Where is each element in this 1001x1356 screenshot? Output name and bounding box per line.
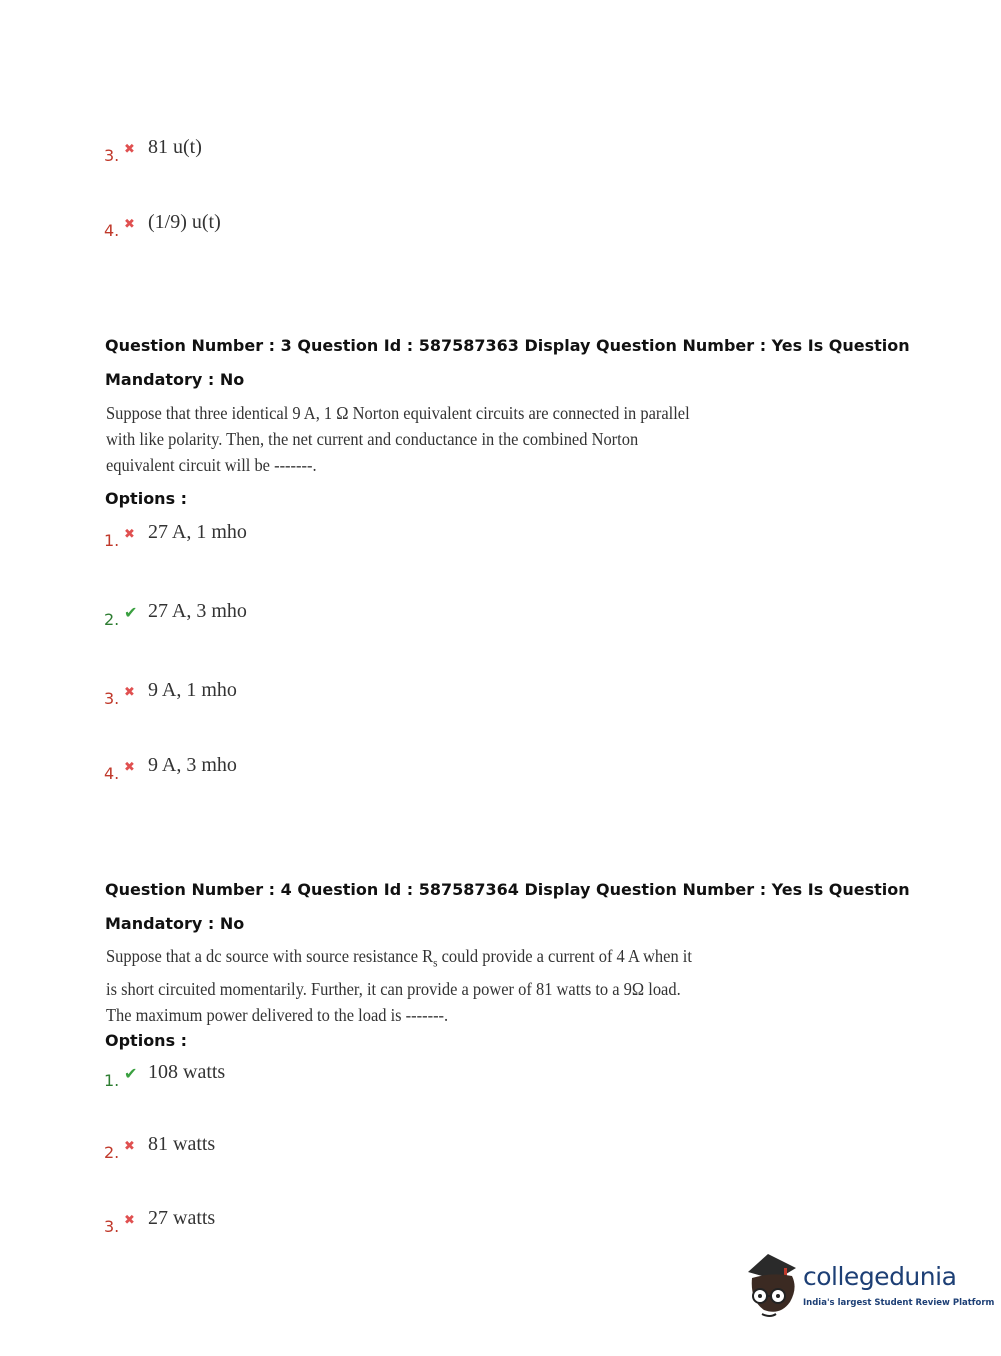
- cross-icon: ✖: [124, 685, 135, 700]
- cross-icon: ✖: [124, 142, 135, 157]
- question-4-header: Question Number : 4 Question Id : 587587364 Display Question Number : Yes Is Question: [105, 880, 910, 899]
- option-text: 27 A, 1 mho: [148, 521, 247, 543]
- question-4-mandatory: Mandatory : No: [105, 914, 245, 933]
- question-3-options-label: Options :: [105, 489, 188, 508]
- cross-icon: ✖: [124, 1213, 135, 1228]
- option-number: 3.: [104, 1217, 120, 1236]
- option-text: 27 A, 3 mho: [148, 600, 247, 622]
- option-number: 2.: [104, 610, 120, 629]
- option-number: 2.: [104, 1143, 120, 1162]
- logo-name: collegedunia: [803, 1262, 957, 1291]
- option-text: (1/9) u(t): [148, 211, 221, 233]
- option-text: 108 watts: [148, 1061, 226, 1083]
- option-number: 4.: [104, 221, 120, 240]
- prev-option-3: [104, 136, 202, 165]
- question-3-mandatory: Mandatory : No: [105, 370, 245, 389]
- prev-option-4: [104, 211, 221, 240]
- question-4-body-part2: could provide a current of 4 A when it is short circuited momentarily. Further, it can provide a power of 81 watts to a 9Ω load. The maximum power delivered to the load is -------.: [106, 946, 692, 1025]
- check-icon: ✔: [124, 603, 138, 622]
- option-number: 4.: [104, 764, 120, 783]
- question-3-header: Question Number : 3 Question Id : 587587363 Display Question Number : Yes Is Question: [105, 336, 910, 355]
- q3-option-4: [104, 754, 237, 783]
- option-text: 81 u(t): [148, 136, 202, 158]
- option-text: 9 A, 3 mho: [148, 754, 237, 776]
- option-text: 9 A, 1 mho: [148, 679, 237, 701]
- check-icon: ✔: [124, 1064, 138, 1083]
- q4-option-2: [104, 1133, 216, 1162]
- q3-option-3: [104, 679, 237, 708]
- cross-icon: ✖: [124, 760, 135, 775]
- q4-option-1: [104, 1061, 226, 1090]
- question-4-body-subscript: s: [433, 955, 438, 970]
- cross-icon: ✖: [124, 527, 135, 542]
- q3-option-2: [104, 600, 247, 629]
- question-4-options-label: Options :: [105, 1031, 188, 1050]
- option-number: 1.: [104, 1071, 120, 1090]
- cross-icon: ✖: [124, 1139, 135, 1154]
- option-number: 1.: [104, 531, 120, 550]
- question-4-body: [106, 943, 698, 1028]
- logo-tagline: India's largest Student Review Platform: [803, 1298, 995, 1308]
- option-text: 27 watts: [148, 1207, 216, 1229]
- question-3-body: Suppose that three identical 9 A, 1 Ω Norton equivalent circuits are connected in parallel with like polarity. Then, the net current and conductance in the combined Norton equivalent circuit will be -------.: [106, 403, 690, 475]
- option-number: 3.: [104, 689, 120, 708]
- question-4-body-part1: Suppose that a dc source with source resistance R: [106, 946, 434, 966]
- q3-option-1: [104, 521, 247, 550]
- q4-option-3: [104, 1207, 216, 1236]
- option-number: 3.: [104, 146, 120, 165]
- option-text: 81 watts: [148, 1133, 216, 1155]
- cross-icon: ✖: [124, 217, 135, 232]
